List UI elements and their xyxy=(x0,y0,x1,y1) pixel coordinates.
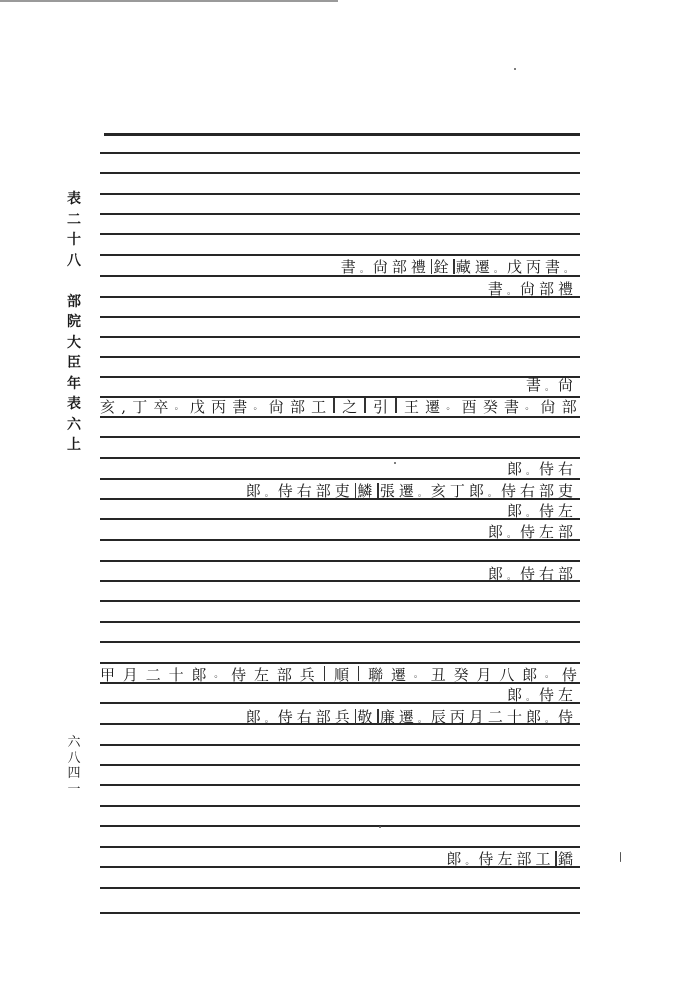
table-rule xyxy=(100,457,580,459)
table-rule xyxy=(100,662,580,664)
ledger-entry-row: 郞。侍左 xyxy=(506,686,577,704)
table-rule xyxy=(100,416,580,418)
page-char: 六 xyxy=(67,735,81,750)
side-char: 大 xyxy=(67,334,81,351)
table-title-vertical xyxy=(63,189,85,456)
ledger-entry-row: 書。尙部禮 銓 藏遷。戊丙書。 xyxy=(340,258,577,276)
page-char: 八 xyxy=(67,750,81,766)
ledger-entry-row: 書。尙部禮 xyxy=(487,280,577,298)
page-char: 四 xyxy=(67,766,81,781)
table-rule xyxy=(100,152,580,154)
table-rule xyxy=(100,356,580,358)
table-rule xyxy=(100,436,580,438)
ledger-entry-row: 書。尙 xyxy=(525,376,577,394)
table-rule xyxy=(100,336,580,338)
ledger-entry-row: 郞。侍右部 xyxy=(487,565,577,583)
ledger-entry-row: 郞。侍右部吏 鱗 張遷。亥丁郞。侍右部吏 xyxy=(245,482,577,500)
table-rule xyxy=(100,560,580,562)
table-rule xyxy=(100,784,580,786)
print-speck xyxy=(394,462,396,464)
ledger-entry-row: 郞。侍左 xyxy=(506,502,577,520)
side-char: 八 xyxy=(67,252,81,269)
table-rule xyxy=(100,193,580,195)
table-rule xyxy=(100,316,580,318)
page-number-vertical xyxy=(63,735,85,797)
ledger-entry-row: 郞。侍右部兵 敬 廉遷。辰丙月二十郞。侍 xyxy=(245,708,577,726)
table-rule xyxy=(100,846,580,848)
side-char: 十 xyxy=(67,232,81,248)
side-char xyxy=(63,271,85,292)
table-rule xyxy=(100,213,580,215)
side-char: 表 xyxy=(67,191,81,207)
side-char: 院 xyxy=(67,314,81,330)
side-char: 部 xyxy=(67,293,81,310)
table-rule xyxy=(100,887,580,889)
table-rule xyxy=(100,600,580,602)
print-speck xyxy=(514,68,516,70)
print-speck xyxy=(379,826,381,828)
table-rule xyxy=(100,233,580,235)
table-rule xyxy=(100,641,580,643)
print-speck xyxy=(620,852,621,862)
ledger-table xyxy=(100,0,580,1000)
ledger-entry-row: 甲 月 二 十 郞 。 侍 左 部 兵 順 聯 遷 。 丑 癸 月 八 郞 。 侍 xyxy=(100,666,577,684)
table-rule xyxy=(100,764,580,766)
table-rule xyxy=(104,133,580,136)
side-char: 二 xyxy=(67,211,81,228)
table-rule xyxy=(100,254,580,256)
ledger-entry-row: 亥 , 丁 卒 。 戊 丙 書 。 尙 部 工 之 引 王 遷 。 酉 癸 書 。 尙 部 xyxy=(100,398,577,416)
side-char: 上 xyxy=(67,437,81,453)
table-rule xyxy=(100,376,580,378)
side-char: 表 xyxy=(67,396,81,412)
table-rule xyxy=(100,744,580,746)
side-char: 臣 xyxy=(67,355,81,371)
side-char: 年 xyxy=(67,375,81,392)
table-rule xyxy=(100,825,580,827)
table-rule xyxy=(100,621,580,623)
page-char: 一 xyxy=(67,781,81,797)
table-rule xyxy=(100,172,580,174)
table-rule xyxy=(100,805,580,807)
ledger-entry-row: 郞。侍左部工 鐈 xyxy=(446,850,577,868)
ledger-entry-row: 郞。侍左部 xyxy=(487,523,577,541)
ledger-entry-row: 郞。侍右 xyxy=(506,460,577,478)
side-char: 六 xyxy=(67,416,81,433)
table-rule xyxy=(100,912,580,914)
